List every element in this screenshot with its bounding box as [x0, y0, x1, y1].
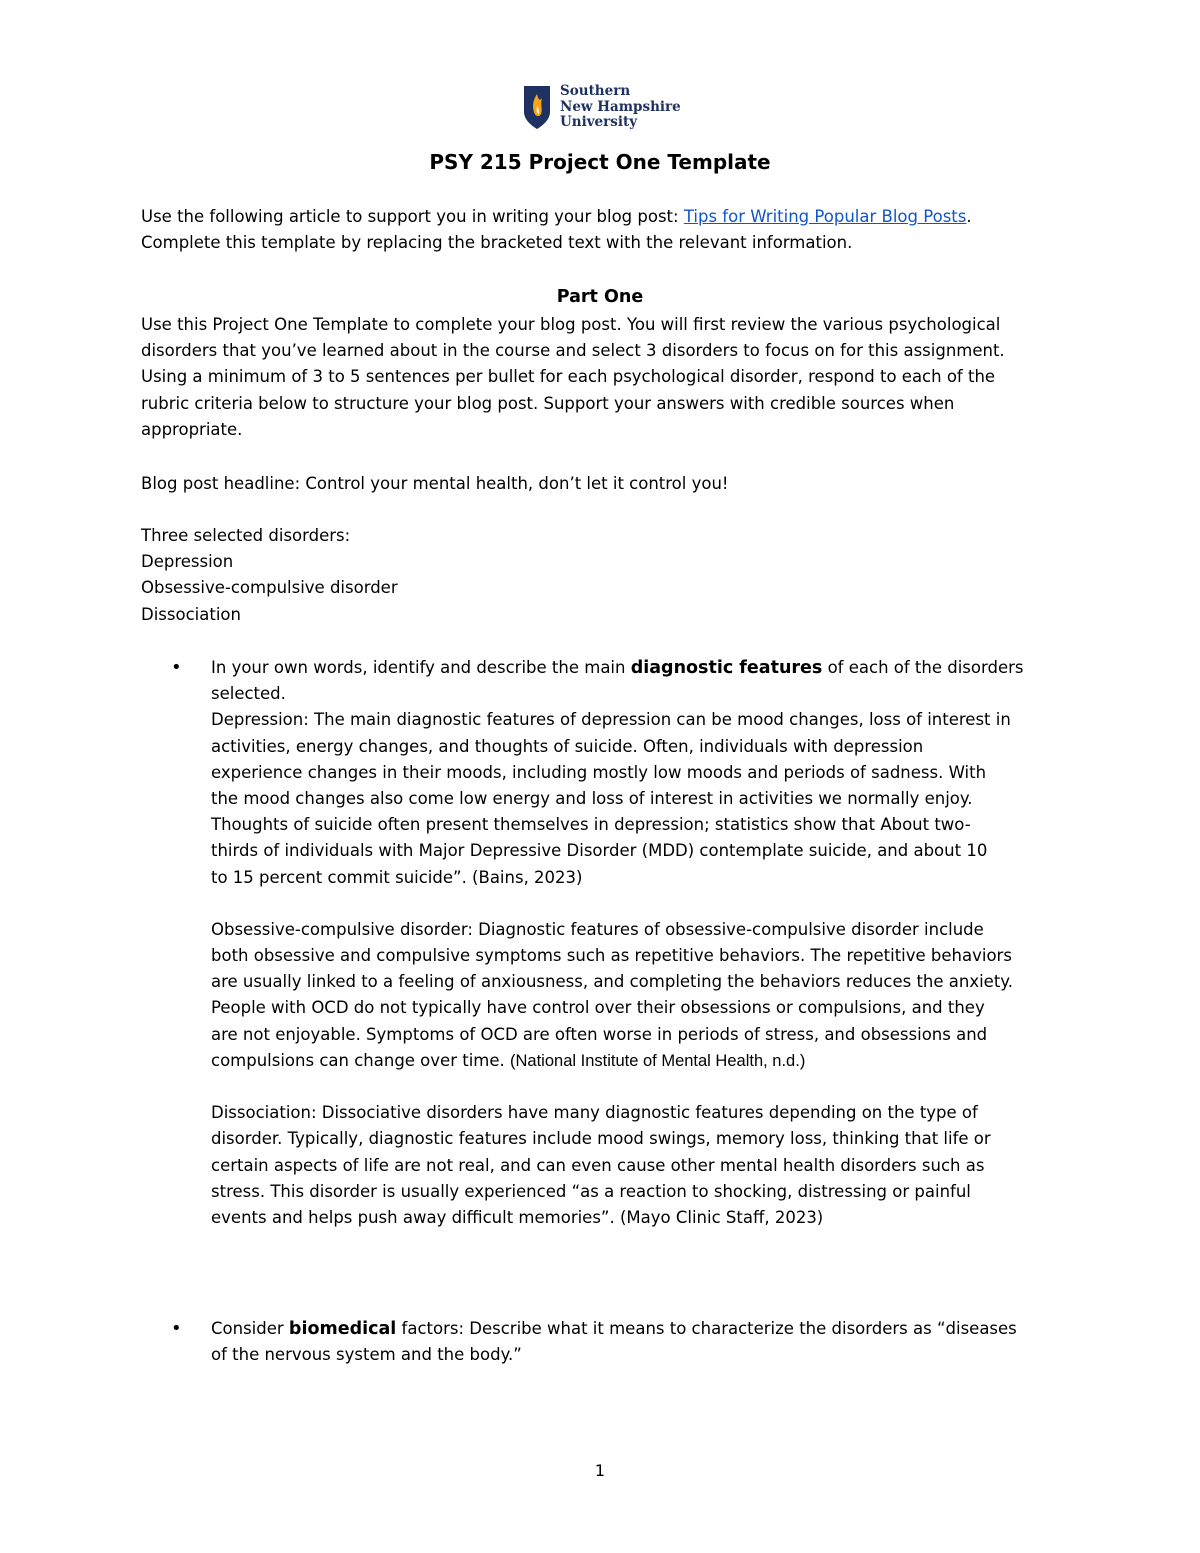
dissociation-answer [211, 1100, 1071, 1231]
bullet-1-keyword: diagnostic features [630, 658, 823, 678]
instruction-line: Using a minimum of 3 to 5 sentences per bullet for each psychological disorder, respond to each of the [141, 367, 996, 387]
answer-line: Depression: The main diagnostic features of depression can be mood changes, loss of interest in [211, 710, 1011, 730]
answer-line: disorder. Typically, diagnostic features include mood swings, memory loss, thinking that life or [211, 1129, 991, 1149]
answer-line [211, 1048, 1071, 1074]
intro-line-1 [141, 204, 1071, 230]
instruction-line: rubric criteria below to structure your blog post. Support your answers with credible sources when [141, 393, 955, 413]
answer-line: are usually linked to a feeling of anxiousness, and completing the behaviors reduces the anxiety. [211, 972, 1013, 992]
blank-line [211, 1074, 1071, 1100]
intro-text: Use the following article to support you in writing your blog post: [141, 207, 684, 226]
bullet-2-prefix: Consider [211, 1319, 289, 1338]
bullet-2-content [211, 1316, 1071, 1368]
selected-label: Three selected disorders: [141, 526, 351, 545]
flame-shield-icon [522, 84, 552, 130]
part-instructions [141, 312, 1071, 443]
depression-answer [211, 707, 1071, 890]
disorder-item: Dissociation [141, 604, 241, 624]
intro-period: . [966, 207, 972, 226]
intro-paragraph [141, 204, 1071, 256]
intro-line-2: Complete this template by replacing the bracketed text with the relevant information. [141, 233, 853, 253]
answer-line: certain aspects of life are not real, and can even cause other mental health disorders such as [211, 1155, 985, 1175]
instruction-line: disorders that you’ve learned about in the course and select 3 disorders to focus on for this assignment. [141, 341, 1005, 361]
bullet-1-prompt-end: selected. [211, 684, 286, 704]
instruction-line: Use this Project One Template to complete your blog post. You will first review the various psychological [141, 315, 1001, 334]
bullet-1-suffix: of each of the disorders [822, 658, 1024, 677]
bullet-2-keyword: biomedical [288, 1319, 397, 1339]
bullet-2-prompt-end: of the nervous system and the body.” [211, 1345, 522, 1365]
instruction-line: appropriate. [141, 419, 243, 439]
document-title: PSY 215 Project One Template [429, 150, 771, 174]
answer-line: Dissociation: Dissociative disorders have many diagnostic features depending on the type of [211, 1103, 978, 1123]
headline-text: Blog post headline: Control your mental health, don’t let it control you! [141, 474, 729, 493]
university-logo [522, 84, 681, 131]
selected-disorders [141, 523, 1071, 628]
bullet-1-content [211, 655, 1071, 1231]
blog-tips-link[interactable]: Tips for Writing Popular Blog Posts [683, 207, 967, 226]
ocd-last-text: compulsions can change over time. [211, 1050, 510, 1070]
answer-line: thirds of individuals with Major Depressive Disorder (MDD) contemplate suicide, and about 10 [211, 841, 988, 861]
logo-line-2: New Hampshire [560, 98, 681, 115]
bullet-1-symbol: • [171, 657, 182, 678]
disorder-item: Depression [141, 552, 234, 572]
logo-line-1: Southern [560, 83, 631, 99]
answer-line: events and helps push away difficult memories”. (Mayo Clinic Staff, 2023) [211, 1207, 824, 1227]
bullet-2-prompt [211, 1316, 1071, 1342]
logo-wordmark [560, 84, 681, 131]
answer-line: stress. This disorder is usually experienced “as a reaction to shocking, distressing or painful [211, 1181, 971, 1201]
ocd-answer [211, 917, 1071, 1074]
answer-line: experience changes in their moods, including mostly low moods and periods of sadness. With [211, 762, 987, 782]
answer-line: to 15 percent commit suicide”. (Bains, 2023) [211, 867, 583, 887]
blank-line [211, 891, 1071, 917]
answer-line: are not enjoyable. Symptoms of OCD are often worse in periods of stress, and obsessions and [211, 1024, 988, 1044]
answer-line: Thoughts of suicide often present themselves in depression; statistics show that About two- [211, 815, 971, 835]
answer-line: the mood changes also come low energy and loss of interest in activities we normally enjoy. [211, 788, 973, 808]
bullet-2-symbol: • [171, 1318, 182, 1339]
logo-line-3: University [560, 114, 638, 130]
answer-line: People with OCD do not typically have control over their obsessions or compulsions, and they [211, 998, 985, 1018]
ocd-citation: (National Institute of Mental Health, n.d.) [510, 1051, 806, 1070]
bullet-1-prompt [211, 655, 1071, 681]
answer-line: activities, energy changes, and thoughts of suicide. Often, individuals with depression [211, 736, 924, 756]
part-heading: Part One [556, 287, 644, 307]
answer-line: both obsessive and compulsive symptoms such as repetitive behaviors. The repetitive behaviors [211, 946, 1012, 966]
page-number: 1 [594, 1461, 606, 1480]
blog-headline [141, 471, 1071, 497]
bullet-1-prefix: In your own words, identify and describe the main [211, 658, 631, 677]
disorder-item: Obsessive-compulsive disorder [141, 578, 398, 598]
bullet-2-suffix: factors: Describe what it means to characterize the disorders as “diseases [396, 1319, 1017, 1338]
answer-line: Obsessive-compulsive disorder: Diagnostic features of obsessive-compulsive disorder include [211, 919, 984, 939]
